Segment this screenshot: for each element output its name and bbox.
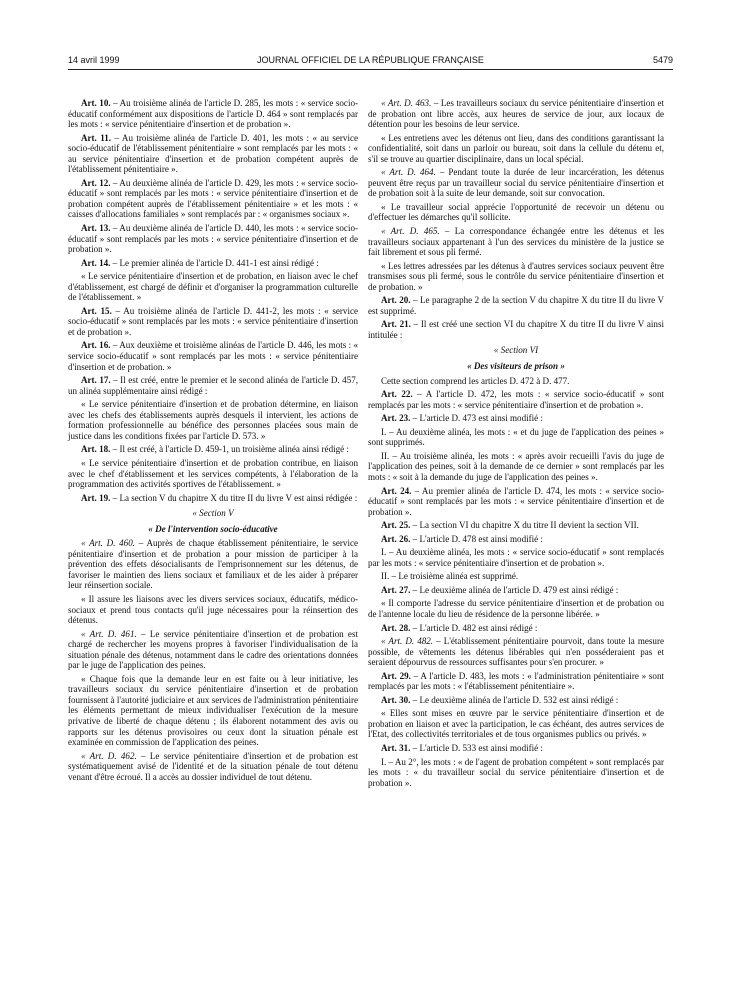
paragraph	[68, 258, 358, 269]
paragraph-text: – Il est créé, à l'article D. 459-1, un troisième alinéa ainsi rédigé :	[110, 444, 349, 455]
paragraph-text: – La section VI du chapitre X du titre II devient la section VII.	[410, 520, 639, 531]
paragraph	[68, 751, 358, 783]
paragraph	[368, 743, 664, 754]
paragraph-text: – Au premier alinéa de l'article D. 474, les mots : « service socio-éducatif » sont remplacés par les mots : « service pénitentiaire d'insertion et de probation ».	[368, 485, 664, 517]
quoted-article-number: « Art. D. 465.	[381, 226, 440, 237]
paragraph	[68, 493, 358, 504]
paragraph	[368, 486, 664, 518]
paragraph	[368, 547, 664, 568]
paragraph-text: – Les travailleurs sociaux du service pénitentiaire d'insertion et de probation ont libre accès, aux heures de service de jour, aux locaux de détention pour les besoins de leur service.	[368, 98, 664, 130]
quoted-article-number: « Art. D. 463.	[381, 98, 432, 108]
paragraph-text: – La correspondance échangée entre les détenus et les travailleurs sociaux appartenant à l'un des services du ministère de la justice se fait librement et sous pli fermé.	[368, 226, 664, 258]
paragraph	[368, 376, 664, 387]
right-column	[368, 98, 664, 791]
paragraph	[68, 306, 358, 338]
paragraph-text: – Le service pénitentiaire d'insertion et de probation est systématiquement avisé de l'identité et de la situation pénale de tout détenu venant d'être écroué. Il a accès au dossier individuel de tout détenu.	[68, 750, 358, 782]
paragraph	[368, 226, 664, 258]
paragraph-text: Cette section comprend les articles D. 472 à D. 477.	[381, 375, 570, 386]
paragraph	[368, 98, 664, 130]
paragraph	[368, 389, 664, 410]
article-number: Art. 10.	[81, 98, 111, 108]
paragraph	[368, 427, 664, 448]
paragraph	[368, 571, 664, 582]
article-number: Art. 15.	[81, 305, 112, 316]
paragraph-text: – La section V du chapitre X du titre II du livre V est ainsi rédigée :	[110, 492, 358, 503]
article-number: Art. 22.	[381, 389, 413, 400]
header-rule	[68, 69, 673, 70]
paragraph-text: – Le service pénitentiaire d'insertion et de probation est chargé de rechercher les moyens propres à favoriser l'individualisation de la situation pénale des détenus, notamment dans le cadre des orientations données par le juge de l'application des peines.	[68, 628, 358, 671]
paragraph	[68, 98, 358, 130]
article-number: Art. 23.	[381, 413, 411, 424]
header-page-number: 5479	[652, 55, 673, 65]
paragraph-text: – Pendant toute la durée de leur incarcération, les détenus peuvent être reçus par un travailleur social du service pénitentiaire d'insertion et de probation soit à la suite de leur demande, soit sur convocation.	[368, 167, 664, 199]
paragraph-text: « Chaque fois que la demande leur en est faite ou à leur initiative, les travailleurs sociaux du service pénitentiaire d'insertion et de probation fournissent à l'autorité judiciaire et aux services de l'administration pénitentiaire les éléments permettant de mieux individualiser l'exécution de la mesure privative de liberté de chaque détenu ; ils élaborent notamment des avis ou rapports sur les détenus provisoires ou ceux dont la situation pénale est examinée en commission de l'application des peines.	[68, 673, 358, 748]
paragraph	[68, 399, 358, 441]
paragraph	[68, 375, 358, 396]
paragraph-text: – Aux deuxième et troisième alinéas de l'article D. 446, les mots : « service socio-éducatif » sont remplacés par les mots : « service pénitentiaire d'insertion et de probation. »	[68, 340, 358, 372]
paragraph-text: I. – Au deuxième alinéa, les mots : « service socio-éducatif » sont remplacés par les mots : « service pénitentiaire d'insertion et de probation ».	[368, 547, 664, 568]
paragraph-text: – Le premier alinéa de l'article D. 441-1 est ainsi rédigé :	[110, 257, 319, 268]
paragraph-text: « Le travailleur social apprécie l'opportunité de recevoir un détenu ou d'effectuer les démarches qu'il sollicite.	[368, 201, 664, 223]
quoted-article-number: « Art. D. 482.	[381, 636, 434, 647]
page-header	[68, 55, 673, 69]
paragraph	[68, 538, 358, 591]
paragraph	[368, 133, 664, 165]
paragraph	[68, 444, 358, 455]
paragraph-text: I. – Au deuxième alinéa, les mots : « et du juge de l'application des peines » sont supprimés.	[368, 426, 664, 448]
paragraph-text: – Auprès de chaque établissement pénitentiaire, le service pénitentiaire d'insertion et de probation a pour mission de participer à la prévention des effets désocialisants de l'emprisonnement sur les détenus, de favoriser le maintien des liens sociaux et familiaux et de les aider à préparer leur réinsertion sociale.	[68, 538, 358, 591]
header-date: 14 avril 1999	[68, 55, 120, 65]
paragraph	[68, 178, 358, 220]
paragraph-text: « Les entretiens avec les détenus ont lieu, dans des conditions garantissant la confidentialité, soit dans un parloir ou bureau, soit dans la cellule du détenu et, s'il se trouve au quartier disciplinaire, dans un local spécial.	[368, 132, 664, 164]
paragraph	[368, 598, 664, 619]
paragraph	[368, 451, 664, 483]
paragraph-text: – L'établissement pénitentiaire pourvoit, dans toute la mesure possible, de vêtements les détenus libérables qui n'en posséderaient pas et seraient dépourvus de ressources suffisantes pour s'en procurer. »	[368, 636, 664, 668]
paragraph	[368, 757, 664, 789]
paragraph	[68, 674, 358, 748]
quoted-article-number: « Art. D. 464.	[381, 167, 436, 178]
paragraph	[368, 261, 664, 293]
paragraph-text: II. – Au troisième alinéa, les mots : « après avoir recueilli l'avis du juge de l'application des peines, soit à la demande de ce dernier » sont remplacés par les mots : « soit à la demande du juge de l'application des peines ».	[368, 450, 664, 482]
paragraph	[368, 319, 664, 340]
paragraph-text: « Il comporte l'adresse du service pénitentiaire d'insertion et de probation ou de l'antenne locale du lieu de résidence de la personne libérée. »	[368, 598, 664, 619]
paragraph-text: – Il est créé une section VI du chapitre X du titre II du livre V ainsi intitulée :	[368, 319, 664, 340]
paragraph-text: – Au troisième alinéa de l'article D. 285, les mots : « service socio-éducatif conformément aux dispositions de l'article D. 464 » sont remplacés par les mots : « service pénitentiaire d'insertion et de probation ».	[68, 98, 358, 130]
paragraph	[68, 340, 358, 372]
article-number: Art. 29.	[381, 670, 411, 681]
article-number: Art. 27.	[381, 584, 411, 595]
paragraph	[368, 671, 664, 692]
paragraph-text: – A l'article D. 472, les mots : « service socio-éducatif » sont remplacés par les mots : « service pénitentiaire d'insertion et de probation ».	[368, 389, 664, 410]
paragraph-text: – L'article D. 533 est ainsi modifié :	[410, 742, 543, 753]
paragraph	[368, 167, 664, 199]
paragraph	[368, 202, 664, 223]
paragraph-text: – L'article D. 482 est ainsi rédigé :	[410, 622, 538, 633]
paragraph-text: – L'article D. 478 est ainsi modifié :	[410, 533, 543, 544]
section-subheading: « Des visiteurs de prison »	[467, 361, 565, 372]
left-column	[68, 98, 358, 785]
paragraph-text: – Le deuxième alinéa de l'article D. 479 est ainsi rédigé :	[410, 584, 619, 595]
paragraph	[68, 629, 358, 671]
article-number: Art. 18.	[81, 444, 111, 455]
paragraph	[368, 695, 664, 706]
section-heading: « Section V	[192, 508, 234, 519]
header-journal-title: JOURNAL OFFICIEL DE LA RÉPUBLIQUE FRANÇAISE	[257, 55, 484, 65]
paragraph-text: – Au deuxième alinéa de l'article D. 429, les mots : « service socio-éducatif » sont remplacés par les mots : « service pénitentiaire d'insertion et de probation compétent auprès de l'établissement pénitentiaire » et les mots : « caisses d'allocations familiales » sont remplacés par : « organismes sociaux ».	[68, 177, 358, 220]
paragraph-text: I. – Au 2°, les mots : « de l'agent de probation compétent » sont remplacés par les mots : « du travailleur social du service pénitentiaire d'insertion et de probation ».	[368, 756, 664, 788]
paragraph	[68, 458, 358, 490]
paragraph	[368, 295, 664, 316]
article-number: Art. 30.	[381, 694, 411, 705]
paragraph	[368, 534, 664, 545]
paragraph	[368, 585, 664, 596]
paragraph	[68, 133, 358, 175]
article-number: Art. 25.	[381, 520, 411, 531]
quoted-article-number: « Art. D. 461.	[81, 628, 137, 639]
paragraph-text: « Le service pénitentiaire d'insertion et de probation contribue, en liaison avec le chef d'établissement et les services compétents, à l'élaboration de la programmation des activités sportives de l'établissement. »	[68, 457, 358, 490]
paragraph-text: – Il est créé, entre le premier et le second alinéa de l'article D. 457, un alinéa supplémentaire ainsi rédigé :	[68, 375, 358, 396]
article-number: Art. 20.	[381, 295, 411, 306]
quoted-article-number: « Art. D. 462.	[81, 750, 137, 761]
article-number: Art. 12.	[81, 177, 111, 188]
article-number: Art. 24.	[381, 485, 412, 496]
paragraph	[368, 623, 664, 634]
paragraph	[68, 594, 358, 626]
paragraph-text: « Il assure les liaisons avec les divers services sociaux, éducatifs, médico-sociaux et prend tous contacts qu'il juge nécessaires pour la réinsertion des détenus.	[68, 593, 358, 626]
section-subheading: « De l'intervention socio-éducative	[148, 523, 278, 534]
paragraph	[368, 520, 664, 531]
article-number: Art. 26.	[381, 533, 411, 544]
article-number: Art. 16.	[81, 340, 111, 351]
paragraph	[368, 636, 664, 668]
paragraph-text: – Au deuxième alinéa de l'article D. 440, les mots : « service socio-éducatif » sont remplacés par les mots : « service pénitentiaire d'insertion et de probation ».	[68, 223, 358, 255]
paragraph-text: « Le service pénitentiaire d'insertion et de probation, en liaison avec le chef d'établissement, est chargé de définir et d'organiser la programmation culturelle de l'établissement. »	[68, 271, 358, 303]
paragraph-text: « Le service pénitentiaire d'insertion et de probation détermine, en liaison avec les chefs des établissements auprès desquels il intervient, les actions de formation professionnelle au bénéfice des personnes placées sous main de justice dans les conditions fixées par l'article D. 573. »	[68, 399, 358, 441]
article-number: Art. 21.	[381, 319, 411, 330]
article-number: Art. 11.	[81, 132, 112, 143]
paragraph-text: – A l'article D. 483, les mots : « l'administration pénitentiaire » sont remplacés par les mots : « l'établissement pénitentiaire ».	[368, 670, 664, 692]
section-heading: « Section VI	[493, 345, 539, 356]
paragraph-text: « Elles sont mises en œuvre par le service pénitentiaire d'insertion et de probation en liaison et avec la participation, le cas échéant, des autres services de l'Etat, des collectivités territoriales et de tous organismes publics ou privés. »	[368, 708, 664, 740]
paragraph-text: – Au troisième alinéa de l'article D. 441-2, les mots : « service socio-éducatif » sont remplacés par les mots : « service pénitentiaire d'insertion et de probation ».	[68, 305, 358, 337]
article-number: Art. 19.	[81, 492, 111, 503]
paragraph	[68, 271, 358, 303]
article-number: Art. 14.	[81, 257, 111, 268]
paragraph-text: « Les lettres adressées par les détenus à d'autres services sociaux peuvent être transmises sous pli fermé, sous le contrôle du service pénitentiaire d'insertion et de probation. »	[368, 260, 664, 292]
article-number: Art. 28.	[381, 622, 411, 633]
article-number: Art. 31.	[381, 742, 411, 753]
paragraph-text: – Au troisième alinéa de l'article D. 401, les mots : « au service socio-éducatif de l'établissement pénitentiaire » sont remplacés par les mots : « au service pénitentiaire d'insertion et de probation compétent auprès de l'établissement pénitentiaire ».	[68, 132, 358, 175]
article-number: Art. 13.	[81, 223, 111, 234]
article-number: Art. 17.	[81, 375, 111, 386]
paragraph-text: – Le deuxième alinéa de l'article D. 532 est ainsi rédigé :	[410, 694, 619, 705]
paragraph-text: II. – Le troisième alinéa est supprimé.	[381, 571, 519, 582]
paragraph-text: – L'article D. 473 est ainsi modifié :	[410, 413, 543, 424]
paragraph	[368, 413, 664, 424]
paragraph	[368, 708, 664, 740]
paragraph	[68, 223, 358, 255]
quoted-article-number: « Art. D. 460.	[81, 538, 135, 549]
paragraph-text: – Le paragraphe 2 de la section V du chapitre X du titre II du livre V est supprimé.	[368, 295, 664, 316]
